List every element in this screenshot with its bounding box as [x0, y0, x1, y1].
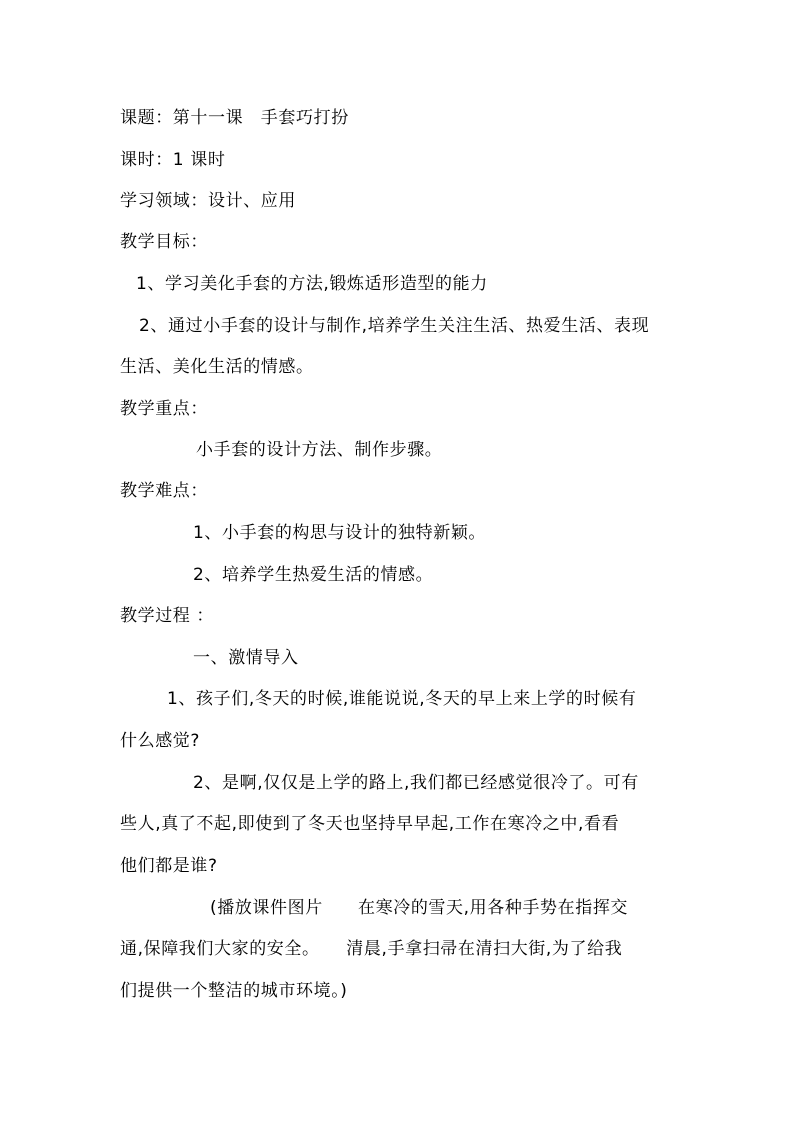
process-heading: 教学过程 ：	[120, 606, 215, 626]
goal-item-2-line-1: 2、通过小手套的设计与制作,培养学生关注生活、热爱生活、表现	[139, 316, 650, 336]
note-line-3: 们提供一个整洁的城市环境。)	[120, 981, 348, 1001]
key-points-heading: 教学重点：	[120, 399, 208, 419]
goal-item-2-line-2: 生活、美化生活的情感。	[120, 357, 314, 377]
difficulties-heading: 教学难点：	[120, 481, 208, 501]
section-1-title: 一、激情导入	[193, 648, 299, 668]
step-1-line-1: 1、孩子们,冬天的时候,谁能说说,冬天的早上来上学的时候有	[167, 689, 637, 709]
step-2-line-3: 他们都是谁?	[120, 856, 218, 876]
difficulty-item-1: 1、小手套的构思与设计的独特新颖。	[193, 523, 487, 543]
lesson-title: 课题：第十一课 手套巧打扮	[120, 108, 349, 128]
difficulty-item-2: 2、培养学生热爱生活的情感。	[193, 565, 434, 585]
note-line-2: 通,保障我们大家的安全。 清晨,手拿扫帚在清扫大街,为了给我	[120, 939, 623, 959]
step-2-line-2: 些人,真了不起,即使到了冬天也坚持早早起,工作在寒冷之中,看看	[120, 814, 620, 834]
goals-heading: 教学目标：	[120, 232, 208, 252]
step-1-line-2: 什么感觉?	[120, 731, 201, 751]
step-2-line-1: 2、是啊,仅仅是上学的路上,我们都已经感觉很冷了。可有	[193, 773, 639, 793]
learning-domain: 学习领域：设计、应用	[120, 191, 296, 211]
goal-item-1: 1、学习美化手套的方法,锻炼适形造型的能力	[136, 274, 488, 294]
note-line-1: (播放课件图片 在寒冷的雪天,用各种手势在指挥交	[210, 898, 629, 918]
key-point-text: 小手套的设计方法、制作步骤。	[196, 440, 443, 460]
lesson-hours: 课时：1 课时	[120, 150, 226, 170]
